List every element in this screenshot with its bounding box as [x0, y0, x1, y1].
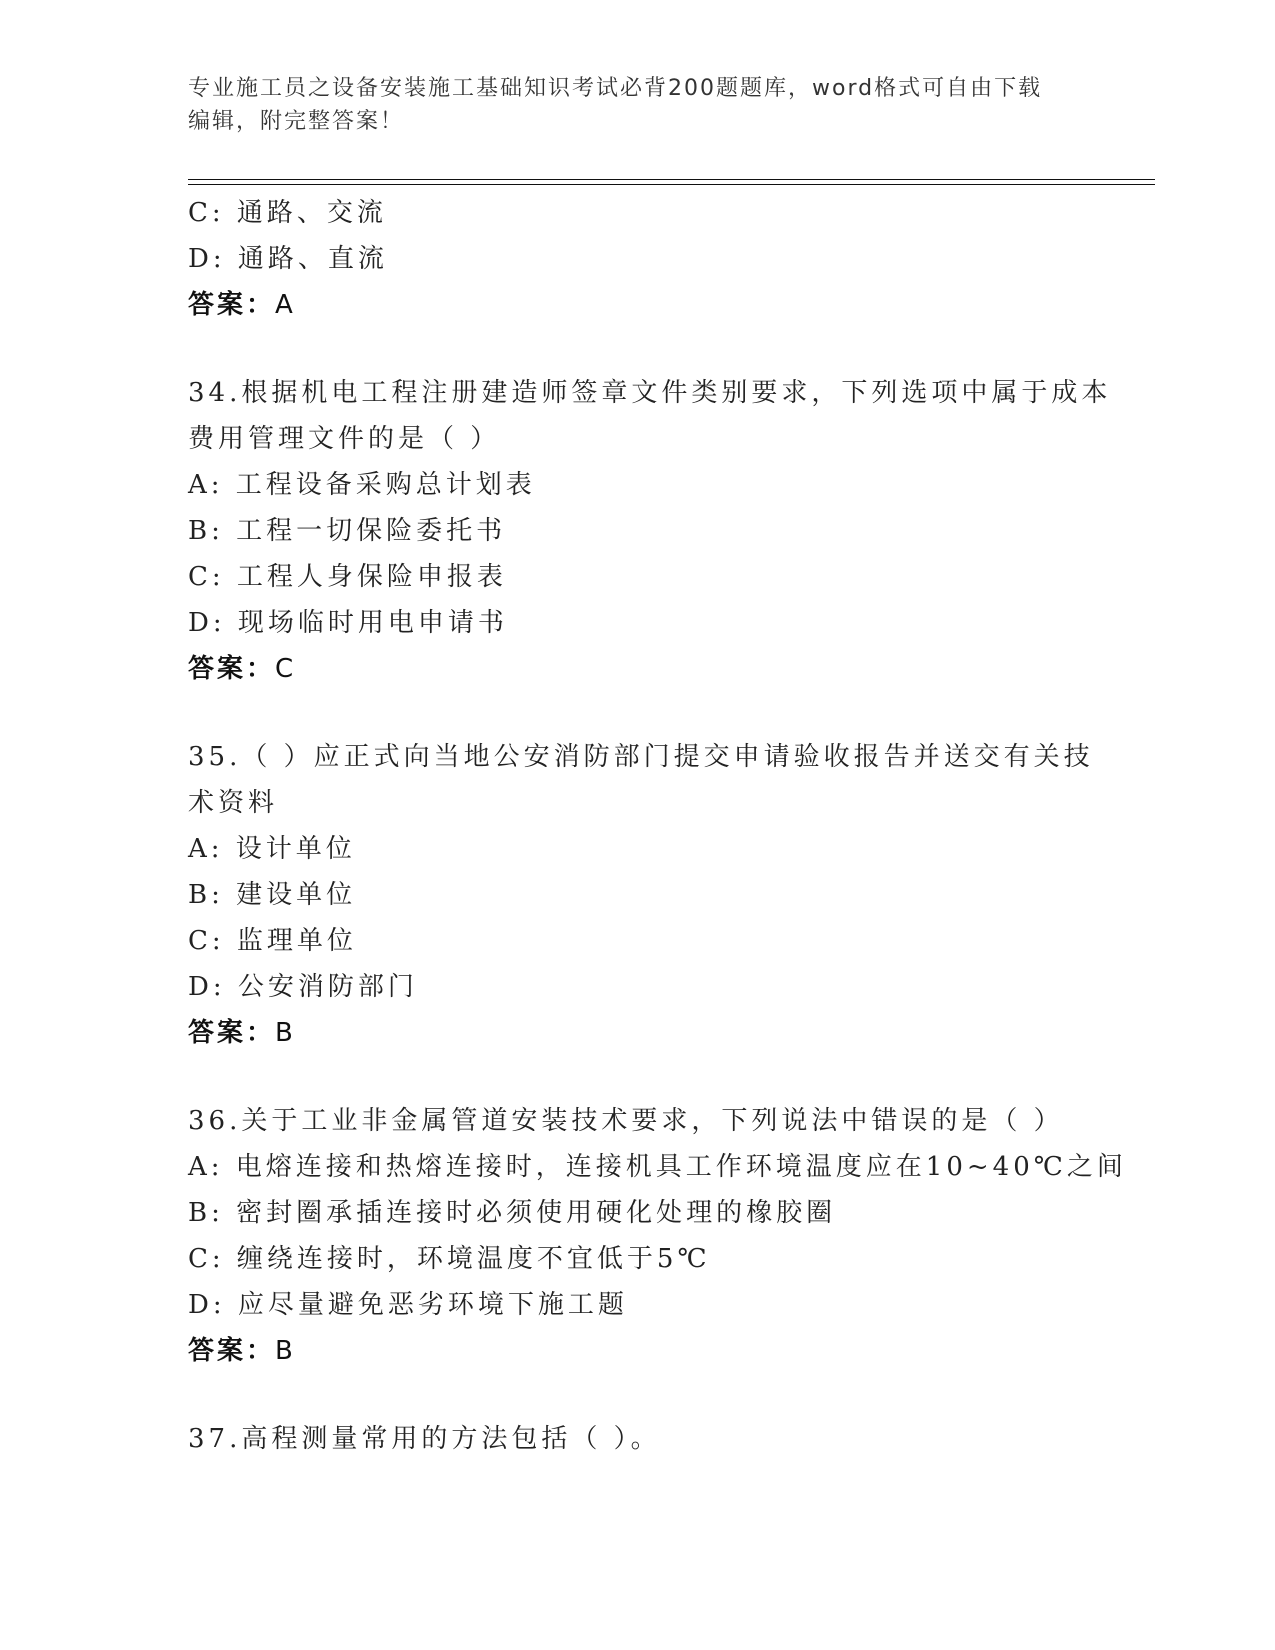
option-a: A: 设计单位 [188, 834, 356, 864]
header-divider-top [188, 179, 1155, 180]
option-c: C: 通路、交流 [188, 198, 387, 228]
spacer [188, 692, 1088, 734]
option-d: D: 现场临时用电申请书 [188, 608, 508, 638]
answer-label: 答案： [188, 1336, 276, 1366]
answer-value: C [275, 654, 297, 684]
answer-line [188, 646, 1088, 692]
answer-label: 答案： [188, 654, 276, 684]
option-d: D: 公安消防部门 [188, 972, 418, 1002]
spacer [188, 1056, 1088, 1098]
header-divider-bottom [188, 184, 1155, 185]
answer-line [188, 282, 1088, 328]
question-text-line: 37.高程测量常用的方法包括（ ）。 [188, 1424, 661, 1454]
question-text-line: 费用管理文件的是（ ） [188, 424, 501, 454]
document-header [188, 72, 1068, 138]
question-text-line: 36.关于工业非金属管道安装技术要求，下列说法中错误的是（ ） [188, 1106, 1064, 1136]
question-content [188, 190, 1127, 1462]
question-text-line: 术资料 [188, 788, 279, 818]
answer-value: B [275, 1018, 296, 1048]
question-fragment [188, 190, 1088, 328]
option-d: D: 应尽量避免恶劣环境下施工题 [188, 1290, 628, 1320]
option-c: C: 工程人身保险申报表 [188, 562, 507, 592]
option-a: A: 工程设备采购总计划表 [188, 470, 536, 500]
answer-line [188, 1010, 1088, 1056]
option-b: B: 密封圈承插连接时必须使用硬化处理的橡胶圈 [188, 1198, 837, 1228]
answer-value: B [275, 1336, 296, 1366]
question-36 [188, 1098, 1127, 1374]
spacer [188, 1374, 1088, 1416]
question-34 [188, 370, 1112, 692]
answer-value: A [275, 290, 296, 320]
question-text-line: 35.（ ）应正式向当地公安消防部门提交申请验收报告并送交有关技 [188, 742, 1094, 772]
answer-line [188, 1328, 1088, 1374]
option-c: C: 监理单位 [188, 926, 357, 956]
option-a: A: 电熔连接和热熔连接时，连接机具工作环境温度应在10~40℃之间 [188, 1152, 1127, 1182]
header-line-2: 编辑，附完整答案！ [188, 109, 405, 134]
question-37 [188, 1416, 1088, 1462]
option-d: D: 通路、直流 [188, 244, 388, 274]
option-b: B: 工程一切保险委托书 [188, 516, 507, 546]
answer-label: 答案： [188, 290, 276, 320]
question-35 [188, 734, 1094, 1056]
option-c: C: 缠绕连接时，环境温度不宜低于5℃ [188, 1244, 711, 1274]
option-b: B: 建设单位 [188, 880, 357, 910]
header-line-1: 专业施工员之设备安装施工基础知识考试必背200题题库，word格式可自由下载 [188, 76, 1043, 101]
question-text-line: 34.根据机电工程注册建造师签章文件类别要求，下列选项中属于成本 [188, 378, 1112, 408]
spacer [188, 328, 1088, 370]
answer-label: 答案： [188, 1018, 276, 1048]
